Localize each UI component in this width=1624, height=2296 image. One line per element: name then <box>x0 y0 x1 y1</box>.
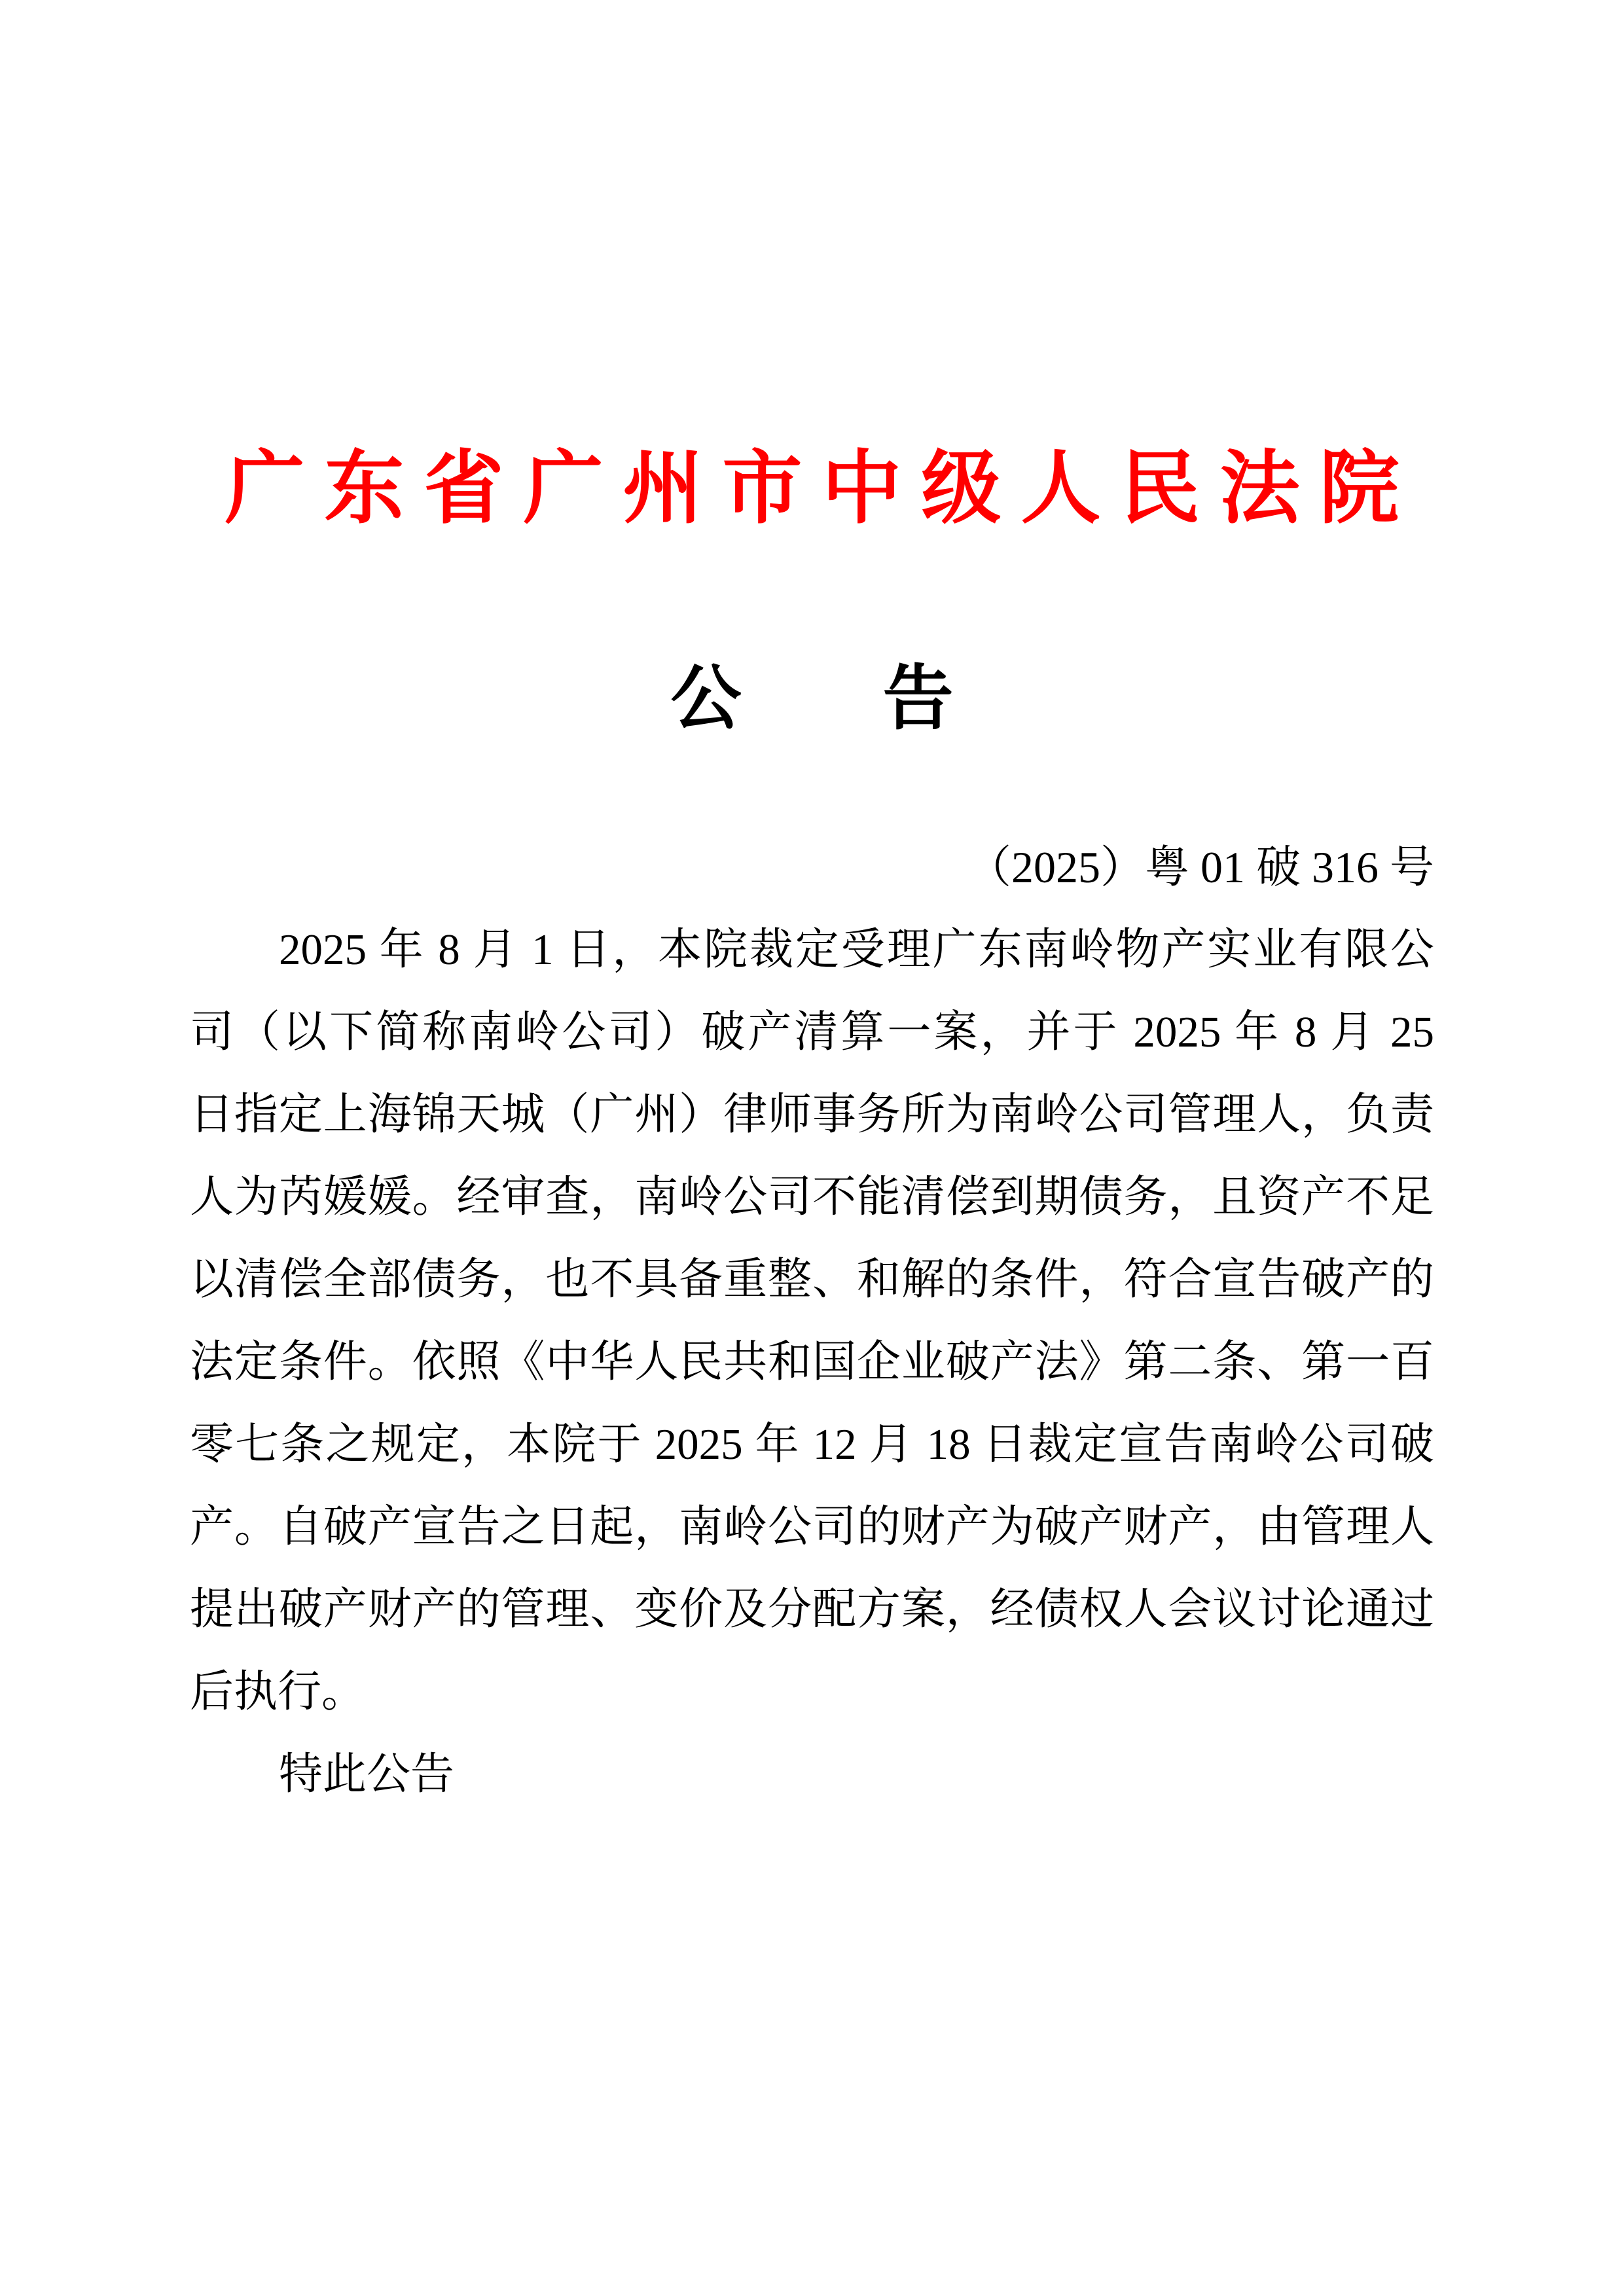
body-line: 零七条之规定，本院于 2025 年 12 月 18 日裁定宣告南岭公司破 <box>190 1420 1434 1469</box>
body-line: 2025 年 8 月 1 日，本院裁定受理广东南岭物产实业有限公 <box>279 925 1434 975</box>
body-line: 人为芮媛媛。经审查，南岭公司不能清偿到期债务，且资产不足 <box>190 1173 1434 1222</box>
announcement-body <box>190 908 1434 1733</box>
body-line: 产。自破产宣告之日起，南岭公司的财产为破产财产，由管理人 <box>190 1503 1434 1552</box>
body-line: 提出破产财产的管理、变价及分配方案，经债权人会议讨论通过 <box>190 1585 1434 1634</box>
body-line: 司（以下简称南岭公司）破产清算一案，并于 2025 年 8 月 25 <box>190 1008 1434 1057</box>
body-line: 法定条件。依照《中华人民共和国企业破产法》第二条、第一百 <box>190 1338 1434 1387</box>
court-title: 广东省广州市中级人民法院 <box>225 440 1419 535</box>
announcement-title: 公 告 <box>670 658 954 738</box>
body-line: 以清偿全部债务，也不具备重整、和解的条件，符合宣告破产的 <box>190 1255 1434 1304</box>
body-line: 后执行。 <box>190 1668 365 1717</box>
closing-statement: 特此公告 <box>279 1750 454 1799</box>
case-number: （2025）粤 01 破 316 号 <box>966 842 1434 893</box>
body-line: 日指定上海锦天城（广州）律师事务所为南岭公司管理人，负责 <box>190 1090 1434 1139</box>
